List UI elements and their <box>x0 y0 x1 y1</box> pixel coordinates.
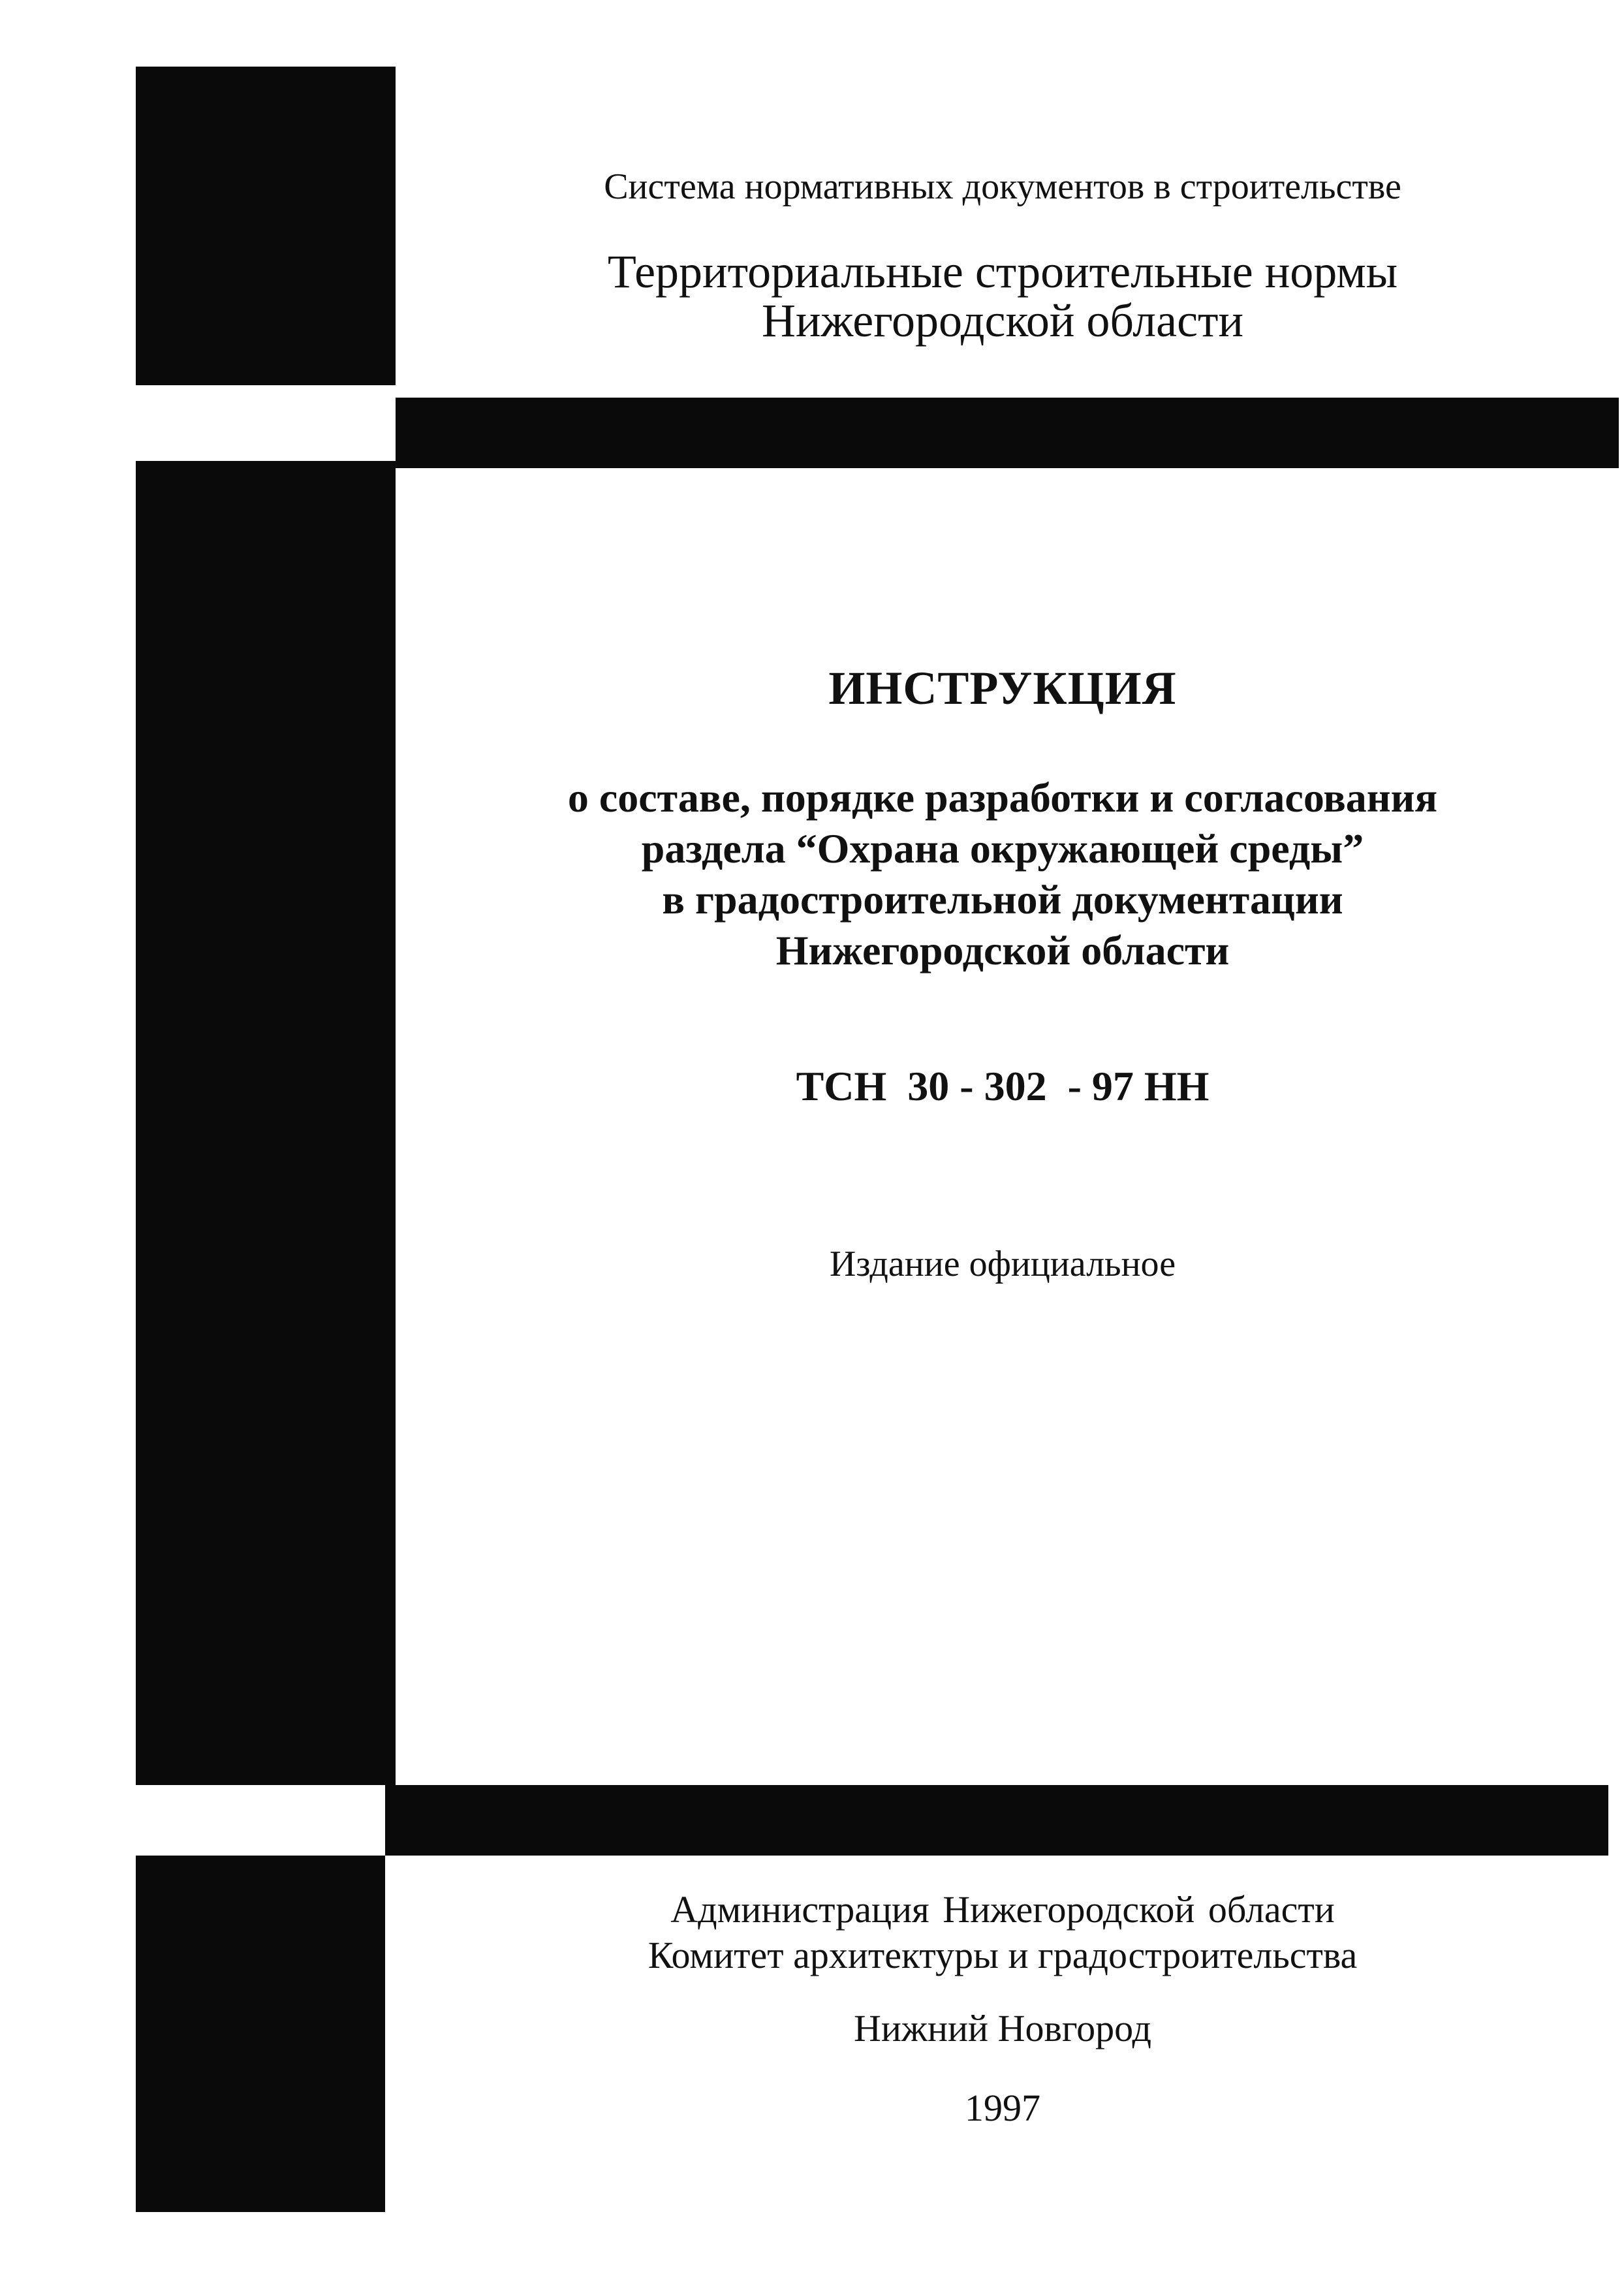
document-code: ТСН 30 - 302 - 97 НН <box>796 1063 1210 1109</box>
cover-black-block-left-column <box>136 461 396 1785</box>
cover-black-bar-top <box>396 398 1619 468</box>
publisher-line-1: Администрация Нижегородской области <box>670 1888 1335 1931</box>
edition-note: Издание официальное <box>829 1244 1176 1284</box>
series-title: Система нормативных документов в строительстве <box>604 166 1401 207</box>
norms-title-line-1: Территориальные строительные нормы <box>607 245 1398 298</box>
document-subject-line-4: Нижегородской области <box>775 927 1230 973</box>
cover-black-bar-bottom <box>385 1785 1608 1856</box>
norms-title-line-2: Нижегородской области <box>761 294 1244 347</box>
cover-black-block-top-left <box>136 67 396 385</box>
document-subject-line-3: в градостроительной документации <box>662 876 1343 923</box>
document-subject-line-2: раздела “Охрана окружающей среды” <box>641 825 1364 872</box>
publisher-line-2: Комитет архитектуры и градостроительства <box>648 1934 1358 1976</box>
document-type-heading: ИНСТРУКЦИЯ <box>828 662 1177 714</box>
publication-year: 1997 <box>965 2087 1040 2129</box>
publication-city: Нижний Новгород <box>853 2007 1152 2049</box>
document-subject-line-1: о составе, порядке разработки и согласования <box>567 774 1438 821</box>
cover-black-block-bottom-left <box>136 1856 385 2212</box>
